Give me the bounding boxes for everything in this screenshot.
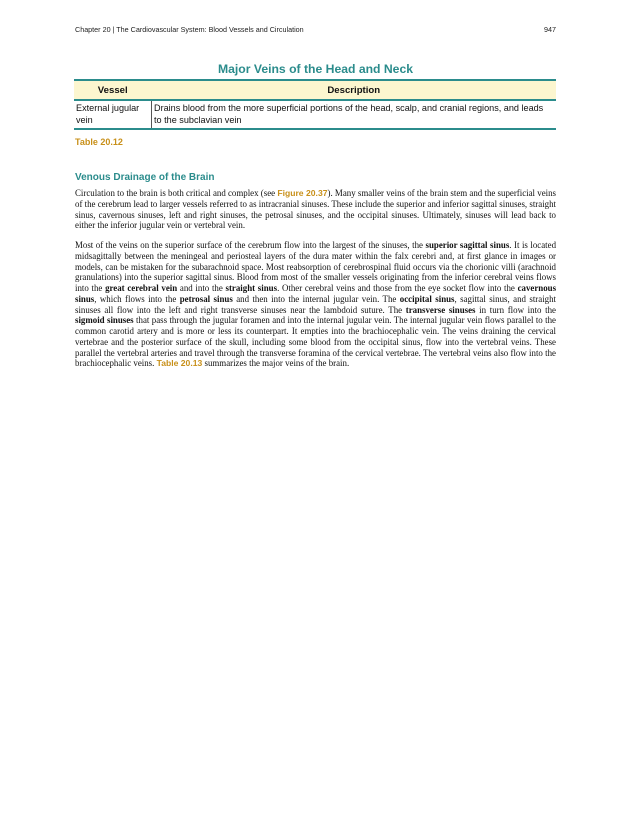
vessel-cell: External jugular vein	[74, 100, 152, 129]
text-run: in turn flow into the	[475, 304, 556, 315]
section-heading: Venous Drainage of the Brain	[75, 172, 215, 183]
text-run: that pass through the jugular foramen and into the internal jugular vein. The internal jugular vein flows parallel to the common carotid artery and is more or less its counterpart. It empties into the brachiocephalic vein. The veins draining the cervical vertebrae and the posterior surface of the skull, including some blood from the occipital sinus, flow into the vertebral veins. These parallel the vertebral arteries and travel through the transverse foramina of the cervical vertebrae. The vertebral veins also flow into the brachiocephalic veins.	[75, 315, 556, 369]
key-term: transverse sinuses	[405, 304, 476, 315]
key-term: cavernous sinus	[75, 283, 557, 304]
table-header-row	[74, 80, 556, 100]
table-link[interactable]: Table 20.13	[156, 358, 203, 369]
text-run: and into the	[177, 283, 226, 293]
key-term: occipital sinus	[399, 293, 455, 304]
paragraph-2	[75, 240, 556, 369]
text-run: and then into the internal jugular vein. The	[232, 293, 400, 304]
key-term: petrosal sinus	[179, 293, 233, 304]
column-header-description: Description	[152, 80, 557, 100]
text-run: Most of the veins on the superior surface of the cerebrum flow into the largest of the sinuses, the	[75, 240, 426, 250]
key-term: superior sagittal sinus	[425, 240, 510, 250]
table-caption: Table 20.12	[75, 137, 123, 147]
chapter-title: Chapter 20 | The Cardiovascular System: Blood Vessels and Circulation	[75, 25, 304, 34]
text-run: summarizes the major veins of the brain.	[202, 358, 350, 369]
column-header-vessel: Vessel	[74, 80, 152, 100]
text-run: , which flows into the	[94, 293, 180, 304]
description-cell: Drains blood from the more superficial portions of the head, scalp, and cranial regions, and leads to the subclavian vein	[154, 103, 544, 125]
table-title: Major Veins of the Head and Neck	[217, 62, 414, 76]
text-run: , sagittal sinus, and straight sinuses all flow into the left and right transverse sinuses near the lambdoid suture. The	[75, 293, 556, 315]
table-row	[74, 100, 556, 129]
key-term: straight sinus	[225, 283, 278, 293]
key-term: sigmoid sinuses	[75, 315, 134, 326]
text-run: . It is located midsagittally between the meningeal and periosteal layers of the dura mater within the falx cerebri and, at first glance in images or models, can be mistaken for the subarachnoid space. Most reabsorption of cerebrospinal fluid occurs via the chorionic villi (arachnoid granulations) into the superior sagittal sinus. Blood from most of the smaller vessels originating from the inferior cerebral veins flows into the	[75, 240, 557, 293]
key-term: great cerebral vein	[105, 283, 178, 293]
text-run: Circulation to the brain is both critical and complex (see	[75, 188, 278, 198]
veins-table	[74, 79, 556, 130]
text-run: . Other cerebral veins and those from the eye socket flow into the	[277, 283, 518, 293]
paragraph-1	[75, 188, 556, 231]
page-number: 947	[544, 25, 556, 34]
figure-link[interactable]: Figure 20.37	[277, 188, 328, 198]
text-run: ). Many smaller veins of the brain stem and the superficial veins of the cerebrum lead to larger vessels referred to as intracranial sinuses. These include the superior and inferior sagittal sinuses, straight sinus, cavernous sinuses, left and right sinuses, the petrosal sinuses, and the occipital sinuses. Ultimately, sinuses will lead back to either the inferior jugular vein or vertebral vein.	[75, 188, 556, 231]
